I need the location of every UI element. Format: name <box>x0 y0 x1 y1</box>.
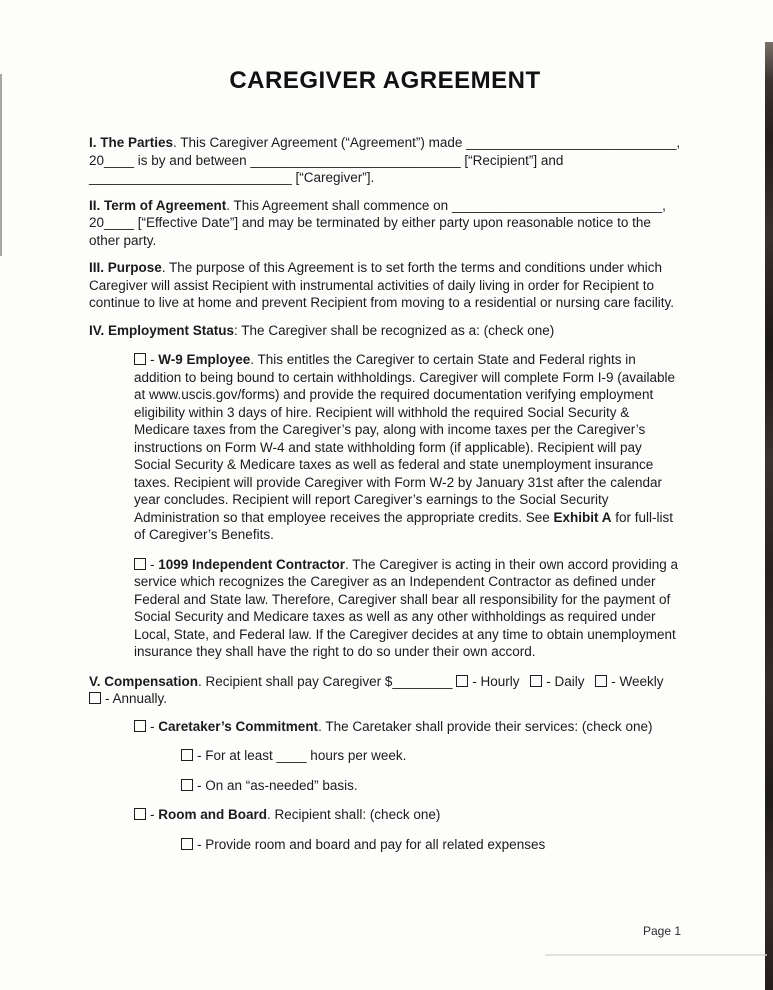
section-purpose-heading: III. Purpose <box>89 260 162 275</box>
section-purpose-body: . The purpose of this Agreement is to set forth the terms and conditions under which Caregiver will assist Recipient with instrumental activities of daily living in order for Recipient to continue to live at home and prevent Recipient from moving to a residential or nursing care facility. <box>89 260 675 310</box>
page-number: Page 1 <box>643 924 682 938</box>
hours-per-week-checkbox-icon[interactable] <box>181 749 193 761</box>
section-employment-body: : The Caregiver shall be recognized as a: (check one) <box>234 322 555 338</box>
hourly-label: - Hourly <box>472 673 520 689</box>
weekly-checkbox-icon[interactable] <box>595 675 607 687</box>
item-provide-room-board <box>181 836 681 854</box>
section-parties-heading: I. The Parties <box>89 135 174 150</box>
section-parties <box>89 134 681 187</box>
section-employment-heading: IV. Employment Status <box>89 322 235 338</box>
section-term-body: . This Agreement shall commence on ____________________________, 20____ [“Effective Date”] and may be terminated by either party upon reasonable notice to the other party. <box>89 197 666 248</box>
room-and-board-body: . Recipient shall: (check one) <box>267 807 441 822</box>
section-term-heading: II. Term of Agreement <box>89 197 227 213</box>
w9-employee-body: . This entitles the Caregiver to certain State and Federal rights in addition to being bound to certain withholdings. Caregiver will complete Form I-9 (available at www.uscis.gov/forms) and provide the required documentation verifying employment eligibility within 3 days of hire. Recipient will withhold the required Social Security & Medicare taxes from the Caregiver’s pay, along with income taxes per the Caregiver’s instructions on Form W-4 and state withholding form (if applicable). Recipient will pay Social Security & Medicare taxes as well as federal and state unemployment insurance taxes. Recipient will provide Caregiver with Form W-2 by January 31st after the calendar year concludes. Recipient will report Caregiver’s earnings to the Social Security Administration so that employee receives the appropriate credits. See <box>134 352 676 525</box>
section-compensation <box>89 673 681 708</box>
section-parties-body: . This Caregiver Agreement (“Agreement”) made ____________________________, 20____ is by and between ____________________________ [“Recipient”] and ___________________________ [“Caregiver”]. <box>89 135 681 185</box>
contractor-label: 1099 Independent Contractor <box>158 556 346 572</box>
section-compensation-lead: . Recipient shall pay Caregiver $________ <box>198 673 457 689</box>
caretakers-commitment-label: Caretaker’s Commitment <box>158 718 319 734</box>
as-needed-checkbox-icon[interactable] <box>181 779 193 791</box>
room-and-board-prefix: - <box>150 807 159 822</box>
exhibit-a-reference: Exhibit A <box>553 509 612 525</box>
hourly-checkbox-icon[interactable] <box>456 675 468 687</box>
as-needed-label: - On an “as-needed” basis. <box>197 777 358 793</box>
provide-room-board-label: - Provide room and board and pay for all related expenses <box>197 836 546 852</box>
room-and-board-label: Room and Board <box>158 807 268 822</box>
frequency-option-hourly[interactable] <box>456 674 519 689</box>
item-caretakers-commitment <box>134 718 681 736</box>
w9-employee-body-after: for full-list of Caregiver’s Benefits. <box>134 509 674 542</box>
item-hours-per-week <box>181 747 681 765</box>
scan-edge-left-artifact <box>0 74 2 256</box>
scan-edge-right-artifact <box>765 42 773 990</box>
contractor-checkbox-icon[interactable] <box>134 558 146 570</box>
scan-line-artifact <box>545 954 767 956</box>
document-body <box>89 0 681 865</box>
w9-employee-label: W-9 Employee <box>158 352 251 367</box>
document-title: CAREGIVER AGREEMENT <box>229 67 541 94</box>
caretakers-commitment-body: . The Caretaker shall provide their services: (check one) <box>318 718 653 734</box>
option-1099-contractor <box>134 556 681 661</box>
item-room-and-board <box>134 806 681 824</box>
section-term <box>89 197 681 250</box>
contractor-prefix: - <box>150 556 159 572</box>
provide-room-board-checkbox-icon[interactable] <box>181 838 193 850</box>
caretakers-commitment-checkbox-icon[interactable] <box>134 720 146 732</box>
weekly-label: - Weekly <box>611 673 664 689</box>
option-w9-employee <box>134 351 681 544</box>
section-compensation-heading: V. Compensation <box>89 673 199 689</box>
section-purpose <box>89 259 681 312</box>
frequency-option-daily[interactable] <box>530 674 584 689</box>
daily-checkbox-icon[interactable] <box>530 675 542 687</box>
frequency-option-weekly[interactable] <box>595 674 663 689</box>
frequency-option-annually[interactable] <box>89 691 167 706</box>
room-and-board-checkbox-icon[interactable] <box>134 808 146 820</box>
w9-employee-checkbox-icon[interactable] <box>134 353 146 365</box>
section-employment-status <box>89 322 681 340</box>
item-as-needed <box>181 777 681 795</box>
contractor-body: . The Caregiver is acting in their own accord providing a service which recognizes the Caregiver as an Independent Contractor as defined under Federal and State law. Therefore, Caregiver shall bear all responsibility for the payment of Social Security and Medicare taxes as well as any other withholdings as required under Local, State, and Federal law. If the Caregiver decides at any time to obtain unemployment insurance they shall have the right to do so under their own accord. <box>134 556 678 659</box>
annually-checkbox-icon[interactable] <box>89 692 101 704</box>
hours-per-week-label: - For at least ____ hours per week. <box>197 748 407 763</box>
w9-prefix: - <box>150 352 159 367</box>
annually-label: - Annually. <box>105 691 168 706</box>
caretakers-commitment-prefix: - <box>150 718 159 734</box>
daily-label: - Daily <box>546 673 585 689</box>
